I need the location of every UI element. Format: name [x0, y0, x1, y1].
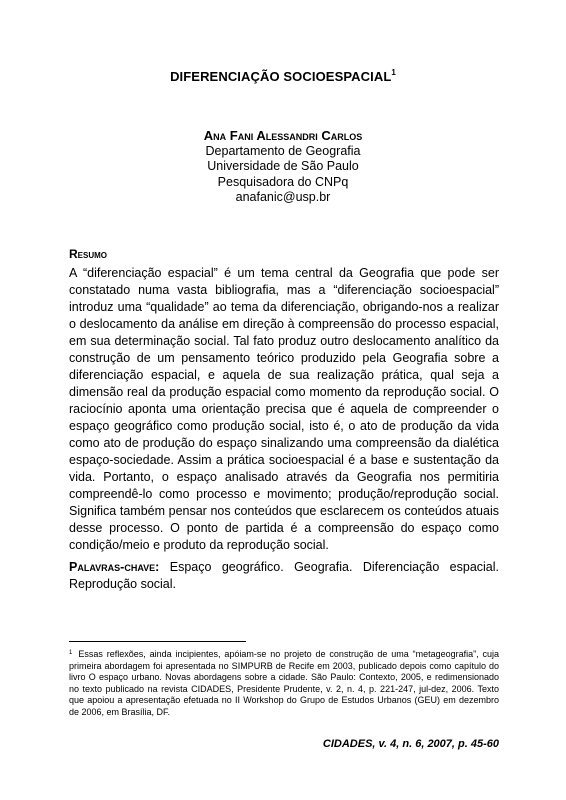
title-text: DIFERENCIAÇÃO SOCIOESPACIAL: [170, 69, 392, 84]
journal-citation: CIDADES, v. 4, n. 6, 2007, p. 45-60: [322, 738, 499, 750]
keywords-text: Espaço geográfico. Geografia. Diferenciação espacial. Reprodução social.: [69, 560, 499, 591]
abstract-text: A “diferenciação espacial” é um tema central da Geografia que pode ser constatado numa vasta bibliografia, mas a “diferenciação socioespacial” introduz uma “qualidade” ao tema da diferenciação, obrigando-nos a realizar o deslocamento da análise em direção à compreensão do processo espacial, em sua determinação social. Tal fato produz outro deslocamento analítico da construção de um pensamento teórico produzido pela Geografia sobre a diferenciação espacial, e aquela de sua realização prática, qual seja a dimensão real da produção espacial como momento da reprodução social. O raciocínio aponta uma orientação precisa que é aquela de compreender o espaço geográfico como produção social, isto é, o ato de produção da vida como ato de produção do espaço sinalizando uma compreensão da dialética espaço-sociedade. Assim a prática socioespacial é a base e sustentação da vida. Portanto, o espaço analisado através da Geografia nos permitiria compreendê-lo como processo e movimento; produção/reprodução social. Significa também pensar nos conteúdos que esclarecem os conteúdos atuais desse processo. O ponto de partida é a compreensão do espaço como condição/meio e produto da reprodução social.: [69, 266, 499, 552]
abstract-heading: Resumo: [69, 247, 108, 261]
footnote-mark: 1: [69, 650, 73, 656]
author-department: Departamento de Geografia: [205, 143, 361, 158]
footnote: [69, 648, 499, 719]
author-block: [0, 128, 566, 206]
author-email[interactable]: anafanic@usp.br: [235, 190, 331, 204]
title-footnote-mark[interactable]: 1: [391, 68, 396, 77]
author-university: Universidade de São Paulo: [207, 159, 359, 173]
footnote-text: Essas reflexões, ainda incipientes, apóiam-se no projeto de construção de uma “metageografia”, cuja primeira abordagem foi apresentada no SIMPURB de Recife em 2003, publicado depois como capítulo do livro O espaço urbano. Novas abordagens sobre a cidade. São Paulo: Contexto, 2005, e redimensionado no texto publicado na revista CIDADES, Presidente Prudente, v. 2, n. 4, p. 221-247, jul-dez, 2006. Texto que apoiou a apresentação efetuada no II Workshop do Grupo de Estudos Urbanos (GEU) em dezembro de 2006, em Brasília, DF.: [69, 649, 499, 717]
author-role: Pesquisadora do CNPq: [217, 174, 349, 189]
keywords-label: Palavras-chave:: [69, 560, 160, 574]
keywords-paragraph: [69, 559, 499, 593]
author-name: Ana Fani Alessandri Carlos: [203, 128, 363, 143]
footnote-divider: [69, 641, 246, 642]
paper-title: [0, 68, 566, 84]
